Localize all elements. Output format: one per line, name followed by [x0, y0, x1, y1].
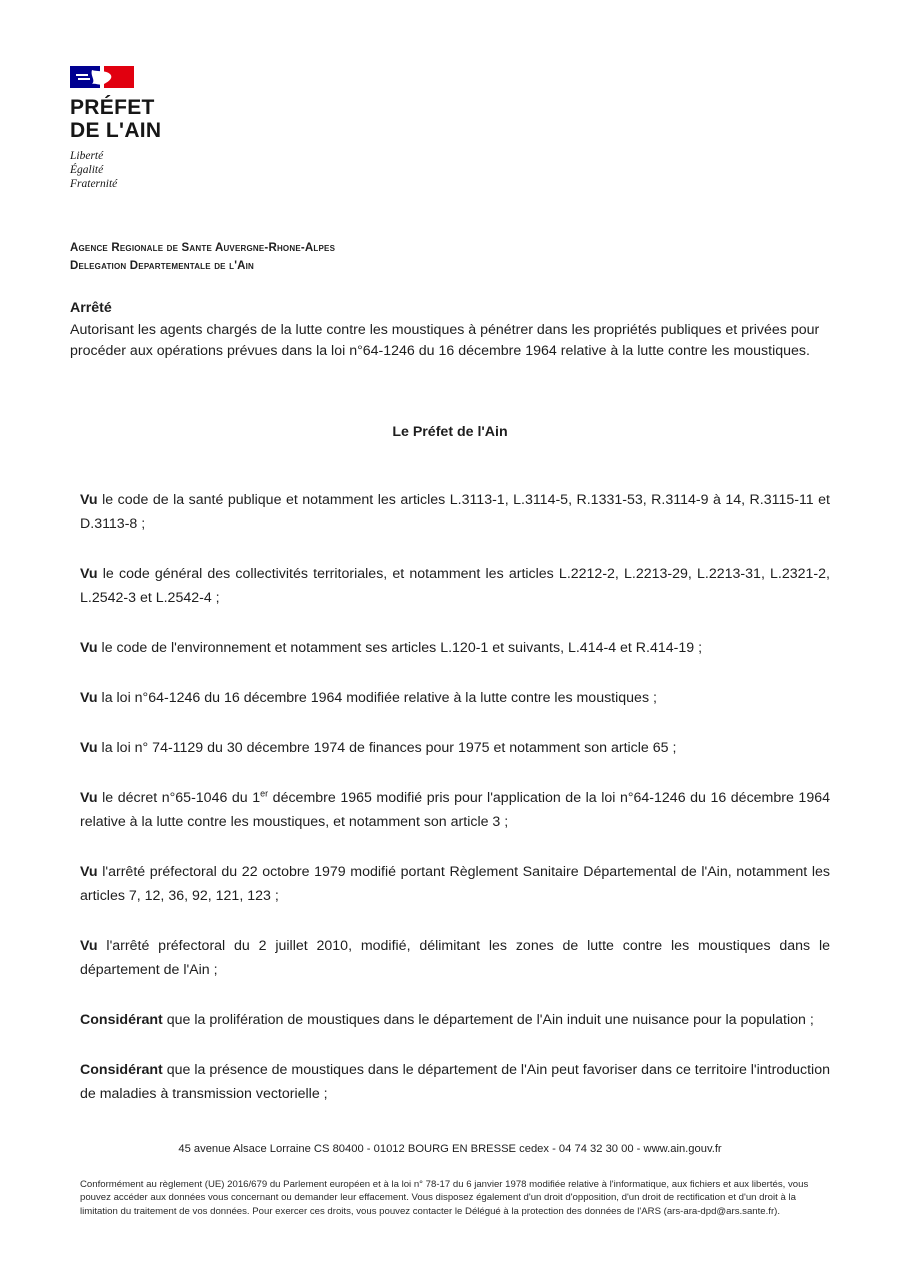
- devise-fraternite: Fraternité: [70, 178, 118, 190]
- visa-lead: Vu: [80, 740, 98, 756]
- prefet-logo: [70, 66, 210, 191]
- visa-text: le code de l'environnement et notamment ses articles L.120-1 et suivants, L.414-4 et R.414-19 ;: [97, 640, 703, 656]
- ordinal-superscript: er: [260, 788, 269, 799]
- considerant-text: que la prolifération de moustiques dans le département de l'Ain induit une nuisance pour la population ;: [162, 1012, 814, 1028]
- marianne-flag-icon: [70, 66, 134, 88]
- visa-paragraph: [80, 860, 830, 908]
- agency-line2: Delegation Departementale de l'Ain: [70, 260, 255, 272]
- visa-paragraph: [80, 786, 830, 834]
- considerant-lead: Considérant: [80, 1062, 163, 1078]
- prefet-title-line1: PRÉFET: [70, 96, 155, 119]
- visa-paragraph: [80, 686, 830, 710]
- visa-text: l'arrêté préfectoral du 22 octobre 1979 modifié portant Règlement Sanitaire Départemental de l'Ain, notamment les articles 7, 12, 36, 92, 121, 123 ;: [80, 864, 830, 904]
- visa-paragraph: [80, 934, 830, 982]
- footer-address: 45 avenue Alsace Lorraine CS 80400 - 01012 BOURG EN BRESSE cedex - 04 74 32 30 00 - www.ain.gouv.fr: [178, 1143, 722, 1155]
- visa-lead: Vu: [80, 938, 98, 954]
- visa-lead: Vu: [80, 690, 98, 706]
- arrete-block: [70, 298, 840, 363]
- agency-block: [70, 239, 335, 275]
- considerant-paragraph: [80, 1058, 830, 1106]
- visa-lead: Vu: [80, 566, 98, 582]
- visa-text-part1: le décret n°65-1046 du 1: [97, 790, 261, 806]
- devise: [70, 149, 210, 191]
- visa-paragraph: [80, 562, 830, 610]
- visa-paragraph: [80, 736, 830, 760]
- visa-paragraph: [80, 488, 830, 536]
- footer-rgpd-notice: Conformément au règlement (UE) 2016/679 du Parlement européen et à la loi n° 78-17 du 6 janvier 1978 modifiée relative à l'informatique, aux fichiers et aux libertés, vous pouvez accéder aux données vous concernant ou demander leur effacement. Vous disposez également d'un droit d'opposition, d'un droit de rectification et d'un droit à la limitation du traitement de vos données. Pour exercer ces droits, vous pouvez contacter le Délégué à la protection des données de l'ARS (ars-ara-dpd@ars.sante.fr).: [80, 1179, 809, 1217]
- agency-line1: Agence Regionale de Sante Auvergne-Rhone-Alpes: [70, 242, 336, 254]
- visa-text: le code de la santé publique et notamment les articles L.3113-1, L.3114-5, R.1331-53, R.3114-9 à 14, R.3115-11 et D.3113-8 ;: [80, 492, 830, 532]
- prefet-heading: Le Préfet de l'Ain: [392, 424, 508, 440]
- arrete-text: Autorisant les agents chargés de la lutte contre les moustiques à pénétrer dans les propriétés publiques et privées pour procéder aux opérations prévues dans la loi n°64-1246 du 16 décembre 1964 relative à la lutte contre les moustiques.: [70, 321, 820, 359]
- devise-liberte: Liberté: [70, 150, 104, 162]
- visa-lead: Vu: [80, 640, 98, 656]
- considerant-lead: Considérant: [80, 1012, 163, 1028]
- visas-list: [80, 488, 830, 1132]
- visa-lead: Vu: [80, 864, 98, 880]
- visa-text: le code général des collectivités territoriales, et notamment les articles L.2212-2, L.2213-29, L.2213-31, L.2321-2, L.2542-3 et L.2542-4 ;: [80, 566, 830, 606]
- considerant-paragraph: [80, 1008, 830, 1032]
- visa-lead: Vu: [80, 790, 98, 806]
- considerant-text: que la présence de moustiques dans le département de l'Ain peut favoriser dans ce territoire l'introduction de maladies à transmission vectorielle ;: [80, 1062, 830, 1102]
- visa-paragraph: [80, 636, 830, 660]
- visa-text: la loi n°64-1246 du 16 décembre 1964 modifiée relative à la lutte contre les moustiques ;: [97, 690, 657, 706]
- prefet-title: [70, 96, 210, 142]
- prefet-title-line2: DE L'AIN: [70, 119, 162, 142]
- visa-text: l'arrêté préfectoral du 2 juillet 2010, modifié, délimitant les zones de lutte contre les moustiques dans le département de l'Ain ;: [80, 938, 830, 978]
- visa-text: la loi n° 74-1129 du 30 décembre 1974 de finances pour 1975 et notamment son article 65 ;: [97, 740, 677, 756]
- visa-lead: Vu: [80, 492, 98, 508]
- devise-egalite: Égalité: [70, 164, 104, 176]
- visa-text-part2: décembre 1965 modifié pris pour l'application de la loi n°64-1246 du 16 décembre 1964 relative à la lutte contre les moustiques, et notamment son article 3 ;: [80, 790, 830, 830]
- arrete-title: Arrêté: [70, 300, 112, 316]
